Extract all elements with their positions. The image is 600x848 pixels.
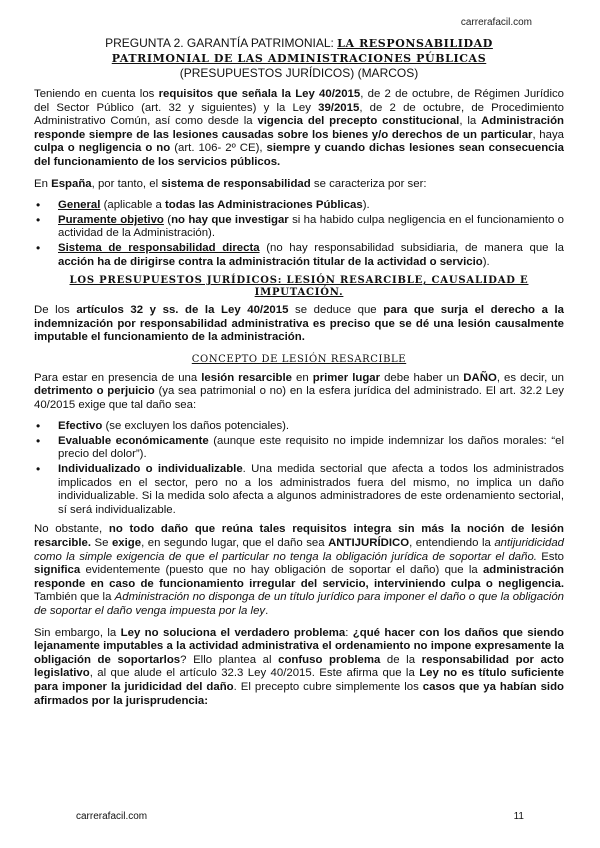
- text: . Una medida sectorial que afecta a todos los administrados implicados en el sector, pero no a los administrados fuera del mismo, no implica un daño individualizable. Si la medida solo afecta a algunos administradores de este ordenamiento sectorial, sí será individualizable.: [58, 463, 564, 516]
- item-heading: Sistema de responsabilidad directa: [58, 241, 260, 254]
- bold-text: artículos 32 y ss. de la Ley 40/2015: [76, 304, 289, 317]
- text: Esto: [536, 550, 564, 563]
- text: debe haber un: [380, 371, 464, 384]
- footer-site: carrerafacil.com: [76, 811, 148, 822]
- text: , por tanto, el: [91, 177, 162, 190]
- text: , en segundo lugar, que el daño sea: [141, 537, 329, 550]
- bold-text: Ley no es título suficiente para imponer la juridicidad del daño: [34, 667, 565, 693]
- bold-text: responsabilidad por acto legislativo: [34, 653, 564, 680]
- subsection-heading: CONCEPTO DE LESIÓN RESARCIBLE: [191, 353, 407, 365]
- bold-text: confuso problema: [278, 653, 381, 666]
- text: (aplicable a: [100, 199, 166, 212]
- bold-text: casos que ya habían sido afirmados por la jurisprudencia:: [34, 680, 564, 707]
- bold-text: España: [51, 177, 92, 190]
- title-sub: (PRESUPUESTOS JURÍDICOS) (MARCOS): [179, 66, 419, 80]
- bold-text: vigencia del precepto constitucional: [257, 115, 460, 128]
- text: de la: [380, 653, 422, 666]
- page-number: 11: [513, 811, 524, 822]
- text: (ya sea patrimonial o no) en la esfera jurídica del administrado. El art. 32.2 Ley 40/2015 exige que tal daño sea:: [34, 385, 564, 411]
- italic-text: antijuridicidad como la simple exigencia de que el particular no tenga la obligación jurídica de soportar el daño.: [34, 537, 564, 563]
- text: , de 2 de octubre, de Procedimiento Administrativo Común, así como desde la: [34, 101, 564, 128]
- text: .: [265, 605, 269, 617]
- characteristics-list: [34, 199, 564, 269]
- bold-text: todas las Administraciones Públicas: [165, 199, 363, 212]
- item-heading: Efectivo: [58, 420, 103, 433]
- text: si ha habido culpa negligencia en el funcionamiento o actividad de la Administración).: [58, 213, 565, 240]
- text: (no hay responsabilidad subsidiaria, de manera que la: [259, 241, 564, 254]
- text: evidentemente (puesto que no hay obligación de soportar el daño) que la: [80, 564, 483, 577]
- text: , de 2 de octubre, de Régimen Jurídico del Sector Público (art. 32 y siguientes) y la Ley: [34, 88, 565, 114]
- italic-text: Administración no disponga de un título jurídico para imponer el daño o que la obligación de soportar el daño venga impuesta por la ley: [34, 591, 564, 617]
- bold-text: primer lugar: [312, 371, 381, 384]
- paragraph-3: [34, 304, 564, 345]
- paragraph-5: [34, 523, 564, 618]
- text: :: [345, 626, 353, 639]
- page-title: [34, 36, 564, 80]
- bold-text: acción ha de dirigirse contra la administración titular de la actividad o servicio: [58, 255, 483, 268]
- text: También que la: [34, 591, 115, 604]
- text: se deduce que: [288, 304, 384, 317]
- text: , es decir, un: [496, 371, 564, 384]
- item-heading: General: [58, 199, 101, 212]
- text: (se excluyen los daños potenciales).: [102, 420, 290, 433]
- bold-text: detrimento o perjuicio: [34, 385, 155, 398]
- list-item: [34, 242, 564, 269]
- text: (aunque este requisito no impide indemnizar los daños morales: “el precio del dolor”).: [58, 434, 565, 461]
- title-strong-2: PATRIMONIAL DE LAS ADMINISTRACIONES PÚBLICAS: [111, 52, 487, 65]
- bold-text: exige: [111, 537, 142, 550]
- text: se caracteriza por ser:: [310, 177, 427, 190]
- item-heading: Evaluable económicamente: [58, 434, 209, 447]
- list-item: [34, 420, 564, 434]
- text: ).: [362, 199, 370, 212]
- text: No obstante,: [34, 523, 109, 536]
- text: . El precepto cubre simplemente los: [233, 680, 423, 693]
- bold-text: administración responde en caso de funcionamiento irregular del servicio, interviniendo culpa o negligencia.: [34, 564, 564, 590]
- text: ).: [482, 255, 490, 268]
- item-heading: Puramente objetivo: [58, 213, 164, 226]
- text: , al que alude el artículo 32.3 Ley 40/2015. Este afirma que la: [89, 667, 420, 680]
- paragraph-6: [34, 627, 564, 709]
- text: Teniendo en cuenta los: [34, 88, 159, 100]
- list-item: [34, 463, 564, 517]
- text: Sin embargo, la: [34, 626, 121, 639]
- list-item: [34, 214, 564, 241]
- text: , la: [459, 115, 482, 128]
- text: , entendiendo la: [409, 537, 495, 550]
- page-content: [34, 36, 564, 716]
- bold-text: no todo daño que reúna tales requisitos integra sin más la noción de lesión resarcible.: [34, 523, 564, 550]
- text: Para estar en presencia de una: [34, 371, 202, 384]
- title-strong-1: LA RESPONSABILIDAD: [337, 37, 493, 50]
- paragraph-1: [34, 88, 564, 170]
- header-site: carrerafacil.com: [460, 17, 532, 28]
- text: De los: [34, 304, 77, 317]
- bold-text: 39/2015: [318, 101, 360, 114]
- paragraph-4: [34, 372, 564, 413]
- bold-text: para que surja el derecho a la indemnización por responsabilidad administrativa es preciso que se dé una lesión causalmente imputable el funcionamiento de la administración.: [34, 304, 565, 344]
- text: , haya: [532, 128, 564, 141]
- section-heading: LOS PRESUPUESTOS JURÍDICOS: LESIÓN RESARCIBLE, CAUSALIDAD E IMPUTACIÓN.: [69, 275, 529, 299]
- bold-text: DAÑO: [463, 371, 497, 384]
- text: Se: [91, 537, 112, 550]
- item-heading: Individualizado o individualizable: [58, 463, 243, 476]
- title-prefix: PREGUNTA 2. GARANTÍA PATRIMONIAL:: [105, 36, 338, 50]
- damage-requirements-list: [34, 420, 564, 517]
- bold-text: no hay que investigar: [171, 213, 289, 226]
- bold-text: culpa o negligencia o no: [34, 142, 171, 155]
- bold-text: lesión resarcible: [201, 371, 293, 384]
- bold-text: Ley no soluciona el verdadero problema: [120, 626, 346, 639]
- bold-text: siempre y cuando dichas lesiones sean consecuencia del funcionamiento de los servicios públicos.: [34, 142, 564, 168]
- list-item: [34, 199, 564, 213]
- list-item: [34, 435, 564, 462]
- text: (: [163, 213, 172, 226]
- text: En: [34, 177, 52, 190]
- text: ? Ello plantea al: [180, 653, 279, 666]
- bold-text: significa: [34, 564, 81, 577]
- bold-text: sistema de responsabilidad: [161, 177, 311, 190]
- text: en: [292, 371, 313, 384]
- text: (art. 106- 2º CE),: [170, 142, 267, 155]
- paragraph-2: [34, 178, 564, 192]
- bold-text: ¿qué hacer con los daños que siendo lejanamente imputables a la actividad administrativa el ordenamiento no impone expresamente la obligación de soportarlos: [34, 626, 564, 666]
- bold-text: ANTIJURÍDICO: [328, 537, 410, 550]
- bold-text: Administración responde siempre de las lesiones causadas sobre los bienes y/o derechos de un particular: [34, 115, 564, 141]
- bold-text: requisitos que señala la Ley 40/2015: [158, 88, 361, 100]
